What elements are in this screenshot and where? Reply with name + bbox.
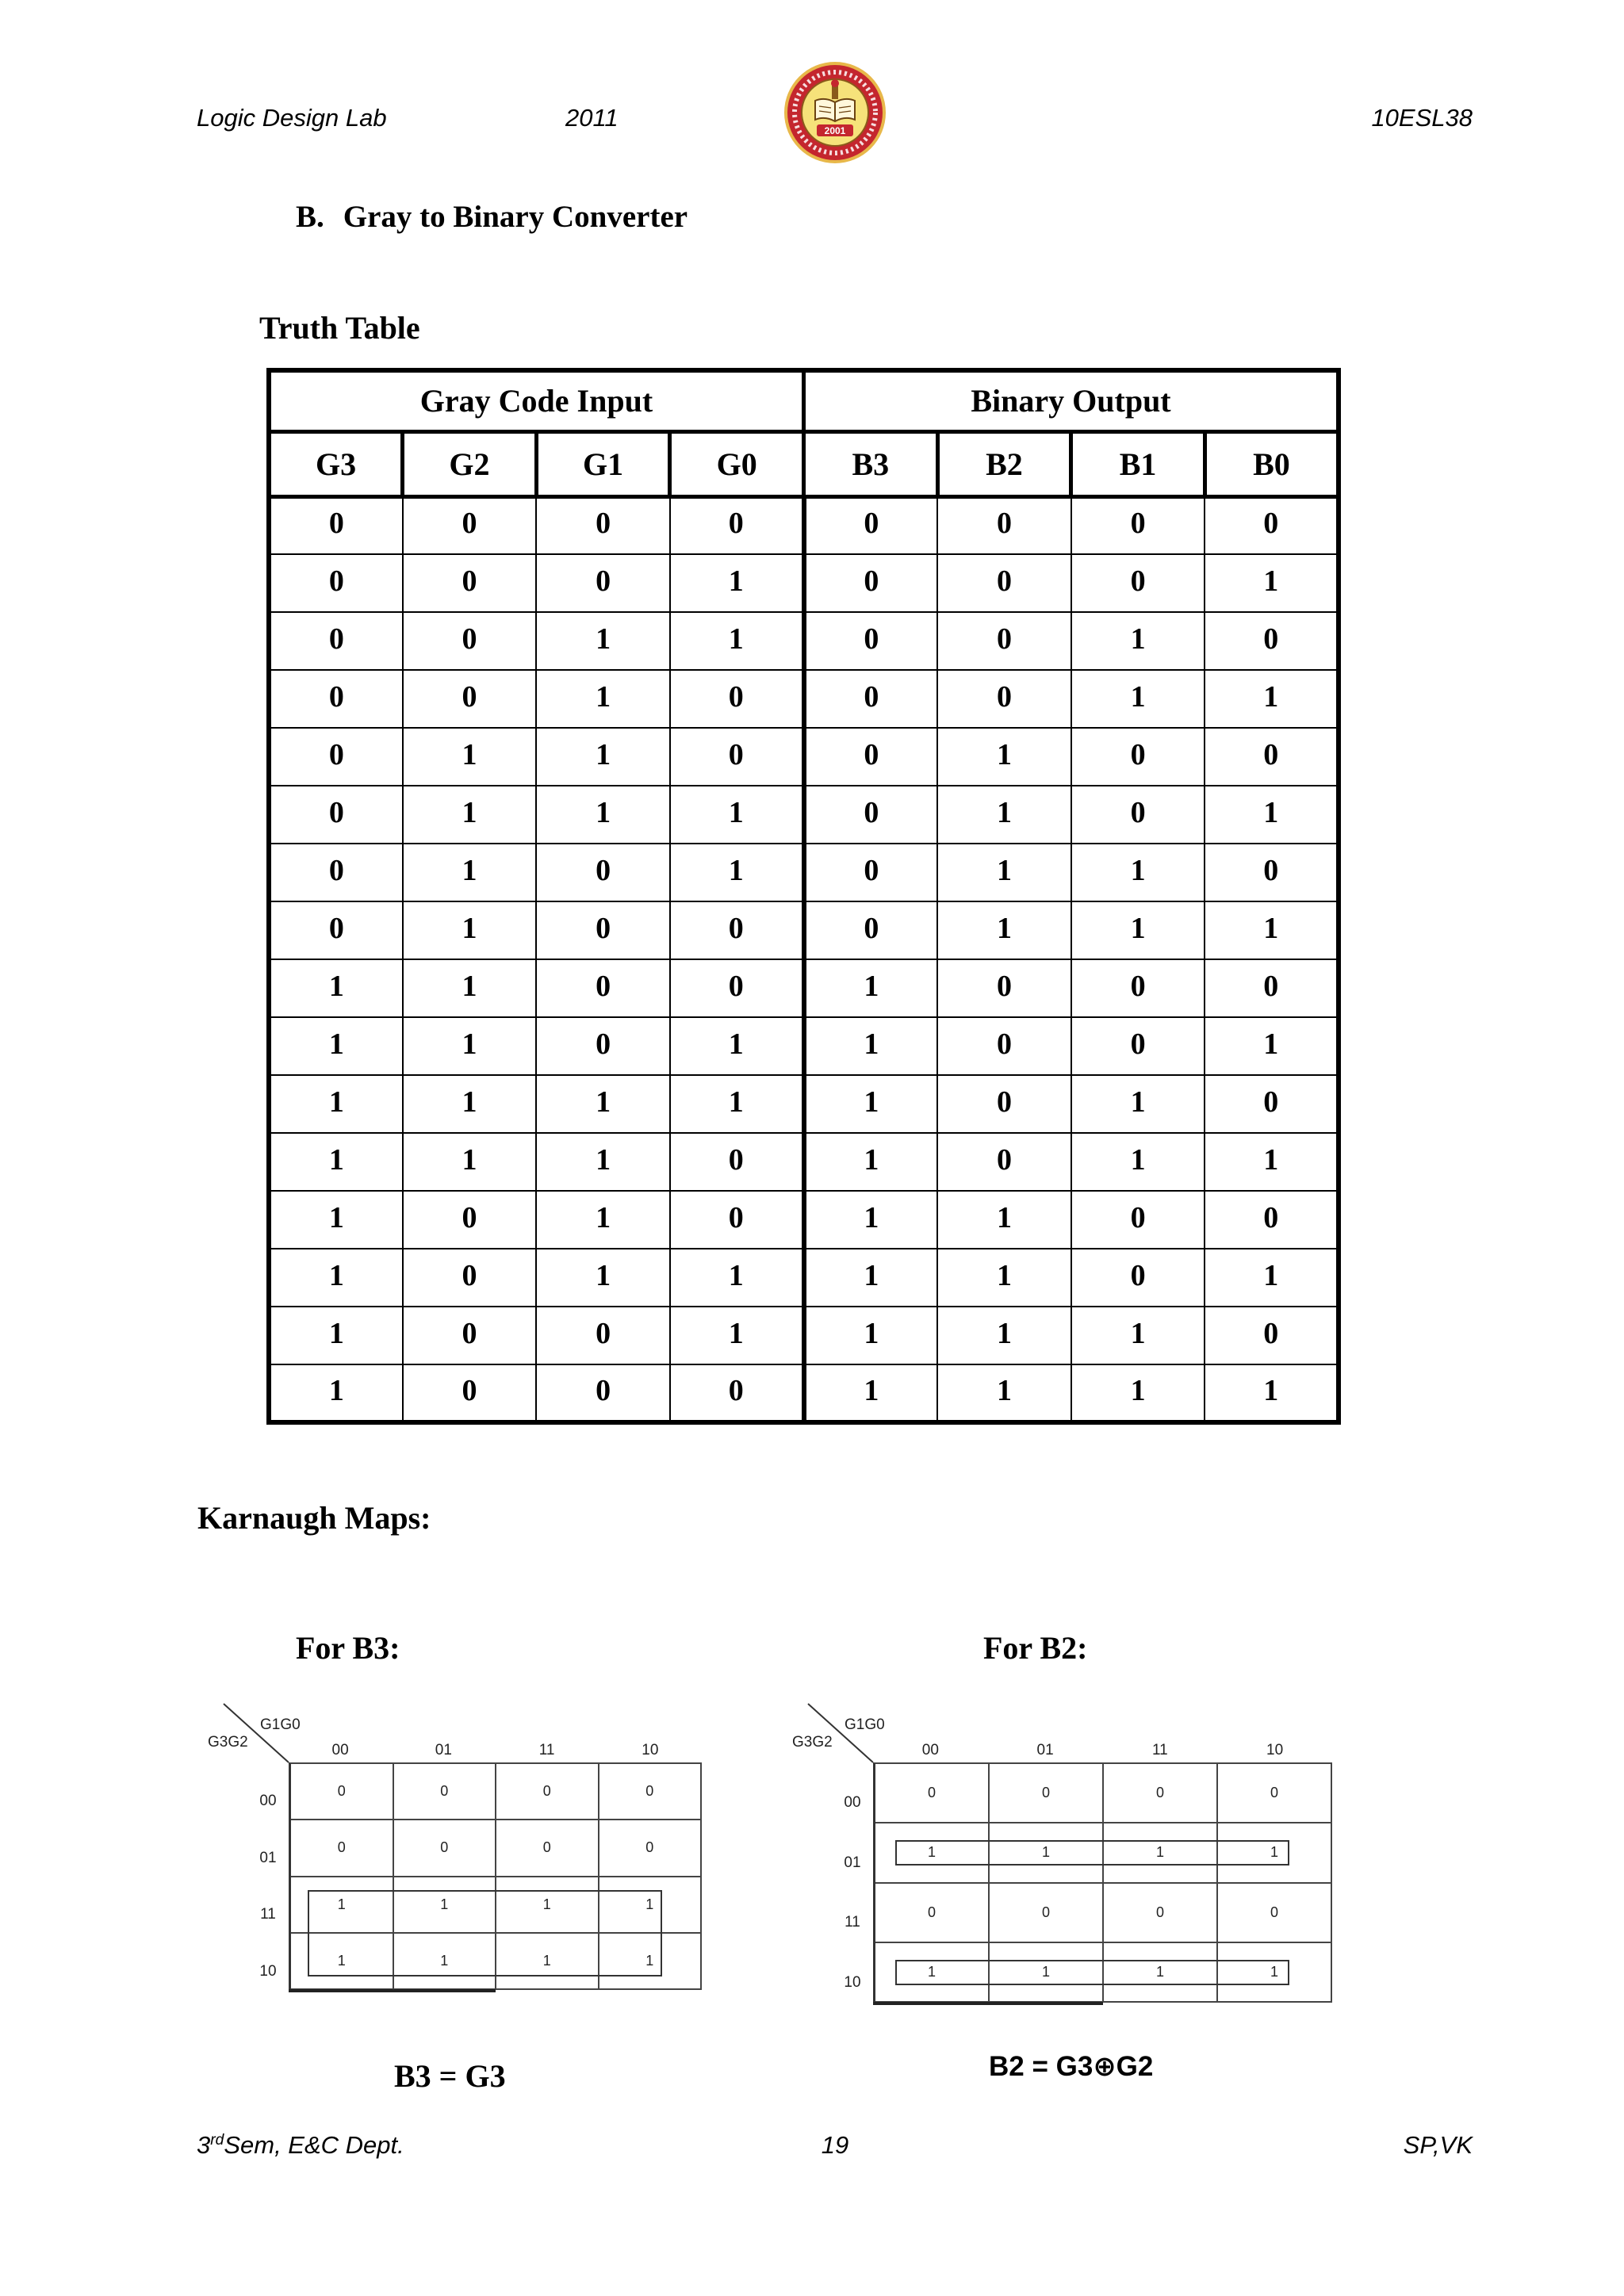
truth-table-cell-g0: 1: [670, 844, 804, 901]
kmap-cell: 1: [875, 1943, 990, 2003]
truth-table-cell-g2: 0: [403, 554, 537, 612]
truth-table-cell-b1: 0: [1071, 1017, 1205, 1075]
truth-table-cell-b3: 0: [804, 728, 938, 786]
kmap-cell: 0: [990, 1884, 1104, 1943]
truth-table-cell-b0: 0: [1205, 1307, 1339, 1364]
truth-table-cell-g0: 1: [670, 1307, 804, 1364]
column-header-b0: B0: [1205, 431, 1339, 496]
kmap-cell: 1: [394, 1934, 497, 1990]
column-header-g0: G0: [670, 431, 804, 496]
truth-table-cell-g1: 0: [536, 496, 670, 554]
truth-table-cell-b2: 0: [937, 1133, 1071, 1191]
truth-table-row: [269, 1307, 1339, 1364]
truth-table-row: [269, 612, 1339, 670]
kmap-cell: 0: [496, 1764, 599, 1820]
kmap-cell: 1: [291, 1934, 394, 1990]
truth-table-cell-g0: 0: [670, 1364, 804, 1422]
truth-table-cell-b0: 1: [1205, 786, 1339, 844]
truth-table-cell-b1: 0: [1071, 728, 1205, 786]
truth-table-cell-g3: 1: [269, 1249, 403, 1307]
kmap-row-label: 01: [259, 1849, 277, 1866]
kmap-bottom-rule: [873, 2002, 1103, 2005]
truth-table-cell-g3: 1: [269, 959, 403, 1017]
truth-table-cell-g2: 0: [403, 1307, 537, 1364]
truth-table-row: [269, 1075, 1339, 1133]
truth-table-cell-b2: 1: [937, 1191, 1071, 1249]
truth-table-cell-b0: 0: [1205, 612, 1339, 670]
kmap-cell: 0: [496, 1820, 599, 1877]
truth-table-cell-b3: 1: [804, 1133, 938, 1191]
truth-table-cell-g3: 1: [269, 1307, 403, 1364]
truth-table-row: [269, 728, 1339, 786]
truth-table-cell-g1: 0: [536, 1307, 670, 1364]
truth-table-cell-g2: 1: [403, 786, 537, 844]
kmap-row-label: 00: [259, 1792, 277, 1809]
truth-table-cell-g0: 0: [670, 959, 804, 1017]
kmap-b3: [208, 1716, 702, 1990]
section-title-text: Gray to Binary Converter: [343, 200, 688, 234]
kmap-group-loop: [895, 1840, 1289, 1866]
footer-authors: SP,VK: [1403, 2131, 1473, 2159]
footer-semester: [197, 2130, 404, 2160]
truth-table-cell-b2: 0: [937, 554, 1071, 612]
truth-table-cell-g3: 0: [269, 844, 403, 901]
truth-table-cell-b3: 0: [804, 670, 938, 728]
truth-table-cell-g2: 1: [403, 844, 537, 901]
truth-table-cell-g0: 0: [670, 728, 804, 786]
kmap-cell: 0: [394, 1764, 497, 1820]
kmap-column-labels: [289, 1740, 702, 1761]
truth-table-cell-g1: 1: [536, 612, 670, 670]
truth-table-cell-g3: 1: [269, 1133, 403, 1191]
kmap-cell: 1: [291, 1877, 394, 1934]
truth-table-cell-b1: 0: [1071, 786, 1205, 844]
truth-table-cell-b2: 1: [937, 786, 1071, 844]
truth-table-cell-g3: 0: [269, 786, 403, 844]
kmap-row-variables: G3G2: [792, 1734, 833, 1751]
column-header-g2: G2: [403, 431, 537, 496]
kmap-column-label: 10: [642, 1742, 659, 1758]
footer-ordinal-suffix: rd: [210, 2131, 224, 2149]
truth-table-cell-b1: 1: [1071, 612, 1205, 670]
truth-table-cell-g2: 1: [403, 1075, 537, 1133]
truth-table-cell-b0: 1: [1205, 901, 1339, 959]
truth-table-cell-b2: 0: [937, 612, 1071, 670]
truth-table-cell-g1: 1: [536, 1133, 670, 1191]
kmap-cell: 1: [1218, 1943, 1332, 2003]
kmap-cell: 0: [1218, 1884, 1332, 1943]
column-header-g1: G1: [536, 431, 670, 496]
header-course-title: Logic Design Lab: [197, 104, 387, 132]
truth-table-cell-b3: 1: [804, 959, 938, 1017]
truth-table-cell-b0: 0: [1205, 1191, 1339, 1249]
truth-table-cell-b0: 0: [1205, 1075, 1339, 1133]
truth-table-cell-g0: 0: [670, 496, 804, 554]
truth-table-row: [269, 844, 1339, 901]
truth-table-cell-b3: 1: [804, 1191, 938, 1249]
truth-table-cell-g2: 1: [403, 728, 537, 786]
kmap-row-label: 11: [845, 1914, 860, 1931]
truth-table-cell-g0: 1: [670, 1017, 804, 1075]
truth-table-row: [269, 1364, 1339, 1422]
truth-table-row: [269, 901, 1339, 959]
truth-table-cell-b2: 1: [937, 901, 1071, 959]
kmap-row-label: 00: [844, 1793, 861, 1811]
truth-table-cell-b3: 0: [804, 901, 938, 959]
kmap-column-label: 11: [538, 1742, 555, 1758]
truth-table-cell-g2: 0: [403, 496, 537, 554]
college-seal-icon: [783, 61, 887, 164]
truth-table-cell-b1: 0: [1071, 1191, 1205, 1249]
page-number: 19: [821, 2131, 849, 2159]
truth-table-cell-g1: 1: [536, 786, 670, 844]
truth-table-cell-g3: 0: [269, 496, 403, 554]
truth-table-cell-b2: 0: [937, 1075, 1071, 1133]
truth-table-group-header-row: [269, 370, 1339, 431]
truth-table-cell-b1: 1: [1071, 1133, 1205, 1191]
truth-table-cell-g2: 1: [403, 1017, 537, 1075]
truth-table-cell-b2: 1: [937, 1364, 1071, 1422]
kmap-cell: 1: [1104, 1823, 1218, 1883]
truth-table-cell-b0: 1: [1205, 554, 1339, 612]
kmap-cell: 1: [599, 1934, 703, 1990]
truth-table-cell-b0: 1: [1205, 1133, 1339, 1191]
truth-table-cell-b3: 1: [804, 1249, 938, 1307]
header-course-code: 10ESL38: [1371, 104, 1473, 132]
kmap-cell: 0: [599, 1764, 703, 1820]
truth-table-cell-g0: 0: [670, 901, 804, 959]
truth-table-cell-g1: 0: [536, 959, 670, 1017]
kmap-cell: 1: [394, 1877, 497, 1934]
truth-table-cell-g3: 0: [269, 612, 403, 670]
truth-table-cell-g2: 0: [403, 1364, 537, 1422]
truth-table-cell-g1: 1: [536, 728, 670, 786]
truth-table-body: [269, 496, 1339, 1422]
truth-table-cell-g1: 0: [536, 844, 670, 901]
kmap-group-loop: [895, 1960, 1289, 1985]
truth-table-heading: Truth Table: [259, 310, 420, 346]
section-title: [296, 198, 688, 235]
truth-table-cell-b1: 1: [1071, 901, 1205, 959]
kmap-cell: 0: [875, 1764, 990, 1823]
kmap-cell: 1: [990, 1823, 1104, 1883]
kmap-bottom-rule: [289, 1989, 496, 1992]
truth-table-column-header-row: [269, 431, 1339, 496]
truth-table-cell-g0: 1: [670, 1075, 804, 1133]
truth-table-cell-b0: 0: [1205, 844, 1339, 901]
truth-table-cell-g2: 0: [403, 670, 537, 728]
truth-table-cell-b0: 1: [1205, 1017, 1339, 1075]
truth-table-cell-b1: 1: [1071, 844, 1205, 901]
truth-table-cell-b2: 0: [937, 959, 1071, 1017]
truth-table-cell-b3: 1: [804, 1075, 938, 1133]
kmap-row-label: 11: [260, 1906, 276, 1923]
truth-table-cell-g0: 0: [670, 1191, 804, 1249]
truth-table-cell-g3: 0: [269, 901, 403, 959]
kmap-cell: 0: [394, 1820, 497, 1877]
kmap-cell: 0: [291, 1764, 394, 1820]
group-header-binary-output: Binary Output: [804, 370, 1339, 431]
kmap-column-variables: G1G0: [260, 1716, 301, 1733]
kmap-b2: [792, 1716, 1332, 2003]
truth-table-cell-g3: 1: [269, 1364, 403, 1422]
truth-table-cell-b2: 0: [937, 670, 1071, 728]
truth-table-row: [269, 959, 1339, 1017]
group-header-gray-code-input: Gray Code Input: [269, 370, 804, 431]
truth-table-cell-g1: 1: [536, 1075, 670, 1133]
kmap-cell: 0: [599, 1820, 703, 1877]
truth-table-row: [269, 670, 1339, 728]
truth-table-cell-b3: 0: [804, 612, 938, 670]
truth-table-cell-g1: 0: [536, 1017, 670, 1075]
column-header-b2: B2: [937, 431, 1071, 496]
truth-table-cell-b1: 0: [1071, 554, 1205, 612]
truth-table-row: [269, 1133, 1339, 1191]
truth-table-cell-g0: 1: [670, 1249, 804, 1307]
truth-table-row: [269, 496, 1339, 554]
kmap-cell: 1: [990, 1943, 1104, 2003]
kmap-b2-heading: For B2:: [983, 1630, 1088, 1666]
truth-table-row: [269, 554, 1339, 612]
footer-department: Sem, E&C Dept.: [224, 2131, 404, 2159]
truth-table-cell-b0: 0: [1205, 496, 1339, 554]
kmap-cell: 1: [496, 1877, 599, 1934]
kmap-cell: 1: [875, 1823, 990, 1883]
truth-table-cell-g0: 1: [670, 612, 804, 670]
kmap-group-loop: [308, 1890, 662, 1977]
column-header-b1: B1: [1071, 431, 1205, 496]
kmap-column-label: 10: [1266, 1742, 1284, 1758]
kmap-row-labels: [252, 1762, 284, 1990]
truth-table-row: [269, 1249, 1339, 1307]
kmap-column-label: 01: [1036, 1742, 1054, 1758]
kmap-cell: 0: [1218, 1764, 1332, 1823]
karnaugh-maps-heading: Karnaugh Maps:: [197, 1500, 431, 1536]
truth-table-cell-g0: 0: [670, 670, 804, 728]
truth-table-cell-b2: 0: [937, 496, 1071, 554]
kmap-row-label: 10: [259, 1963, 277, 1980]
truth-table-cell-g2: 1: [403, 959, 537, 1017]
college-logo: [783, 61, 887, 164]
truth-table: [266, 368, 1341, 1425]
truth-table-cell-b1: 0: [1071, 1249, 1205, 1307]
truth-table-cell-b2: 1: [937, 1249, 1071, 1307]
section-marker: B.: [296, 200, 324, 234]
kmap-b3-expression: B3 = G3: [394, 2058, 506, 2094]
kmap-column-variables: G1G0: [845, 1716, 885, 1733]
kmap-row-label: 10: [844, 1974, 861, 1992]
truth-table-cell-b1: 0: [1071, 496, 1205, 554]
kmap-cell: 1: [496, 1934, 599, 1990]
kmap-column-label: 00: [331, 1742, 349, 1758]
kmap-column-label: 00: [921, 1742, 939, 1758]
kmap-cell: 0: [875, 1884, 990, 1943]
truth-table-cell-b0: 0: [1205, 959, 1339, 1017]
kmap-cell: 0: [1104, 1764, 1218, 1823]
truth-table-cell-b1: 0: [1071, 959, 1205, 1017]
kmap-cell: 0: [990, 1764, 1104, 1823]
truth-table-cell-g0: 1: [670, 554, 804, 612]
truth-table-cell-g0: 1: [670, 786, 804, 844]
kmap-column-label: 01: [435, 1742, 452, 1758]
kmap-b2-expression: B2 = G3⊕G2: [989, 2051, 1154, 2082]
truth-table-cell-b1: 1: [1071, 1364, 1205, 1422]
truth-table-cell-g2: 0: [403, 1249, 537, 1307]
truth-table-cell-g0: 0: [670, 1133, 804, 1191]
column-header-b3: B3: [804, 431, 938, 496]
truth-table-cell-b3: 1: [804, 1307, 938, 1364]
truth-table-cell-b1: 1: [1071, 1075, 1205, 1133]
truth-table-row: [269, 786, 1339, 844]
truth-table-cell-g3: 1: [269, 1075, 403, 1133]
truth-table-cell-g1: 0: [536, 901, 670, 959]
truth-table-cell-b3: 0: [804, 554, 938, 612]
kmap-cell: 1: [1104, 1943, 1218, 2003]
truth-table-cell-b0: 1: [1205, 670, 1339, 728]
column-header-g3: G3: [269, 431, 403, 496]
footer-semester-number: 3: [197, 2131, 211, 2159]
truth-table-cell-b3: 0: [804, 844, 938, 901]
truth-table-cell-g3: 1: [269, 1191, 403, 1249]
header-year: 2011: [565, 104, 619, 132]
kmap-row-labels: [837, 1762, 868, 2003]
truth-table-cell-b0: 1: [1205, 1364, 1339, 1422]
truth-table-cell-b2: 1: [937, 844, 1071, 901]
truth-table-cell-b0: 0: [1205, 728, 1339, 786]
kmap-cell: 0: [1104, 1884, 1218, 1943]
truth-table-cell-b1: 1: [1071, 1307, 1205, 1364]
truth-table-cell-g1: 1: [536, 1249, 670, 1307]
truth-table-cell-b3: 1: [804, 1017, 938, 1075]
truth-table-cell-g1: 1: [536, 670, 670, 728]
kmap-row-variables: G3G2: [208, 1734, 248, 1751]
truth-table-cell-g2: 0: [403, 612, 537, 670]
truth-table-cell-g2: 1: [403, 901, 537, 959]
kmap-cell: 0: [291, 1820, 394, 1877]
truth-table-cell-b1: 1: [1071, 670, 1205, 728]
truth-table-cell-g3: 0: [269, 728, 403, 786]
truth-table-cell-g1: 0: [536, 554, 670, 612]
truth-table-cell-b3: 0: [804, 786, 938, 844]
truth-table-cell-b3: 0: [804, 496, 938, 554]
truth-table-cell-g1: 0: [536, 1364, 670, 1422]
truth-table-row: [269, 1017, 1339, 1075]
truth-table-cell-b2: 1: [937, 728, 1071, 786]
kmap-column-labels: [873, 1740, 1332, 1761]
truth-table-cell-g3: 0: [269, 554, 403, 612]
truth-table-cell-g3: 0: [269, 670, 403, 728]
logo-year-text: 2001: [824, 125, 846, 136]
truth-table-cell-g1: 1: [536, 1191, 670, 1249]
kmap-cell: 1: [599, 1877, 703, 1934]
truth-table-cell-g2: 0: [403, 1191, 537, 1249]
kmap-b3-heading: For B3:: [296, 1630, 400, 1666]
truth-table-cell-b3: 1: [804, 1364, 938, 1422]
kmap-column-label: 11: [1152, 1742, 1168, 1758]
truth-table-cell-b2: 1: [937, 1307, 1071, 1364]
truth-table-cell-g3: 1: [269, 1017, 403, 1075]
truth-table-cell-b2: 0: [937, 1017, 1071, 1075]
truth-table-row: [269, 1191, 1339, 1249]
kmap-row-label: 01: [844, 1854, 861, 1871]
truth-table-cell-b0: 1: [1205, 1249, 1339, 1307]
kmap-cell: 1: [1218, 1823, 1332, 1883]
truth-table-cell-g2: 1: [403, 1133, 537, 1191]
